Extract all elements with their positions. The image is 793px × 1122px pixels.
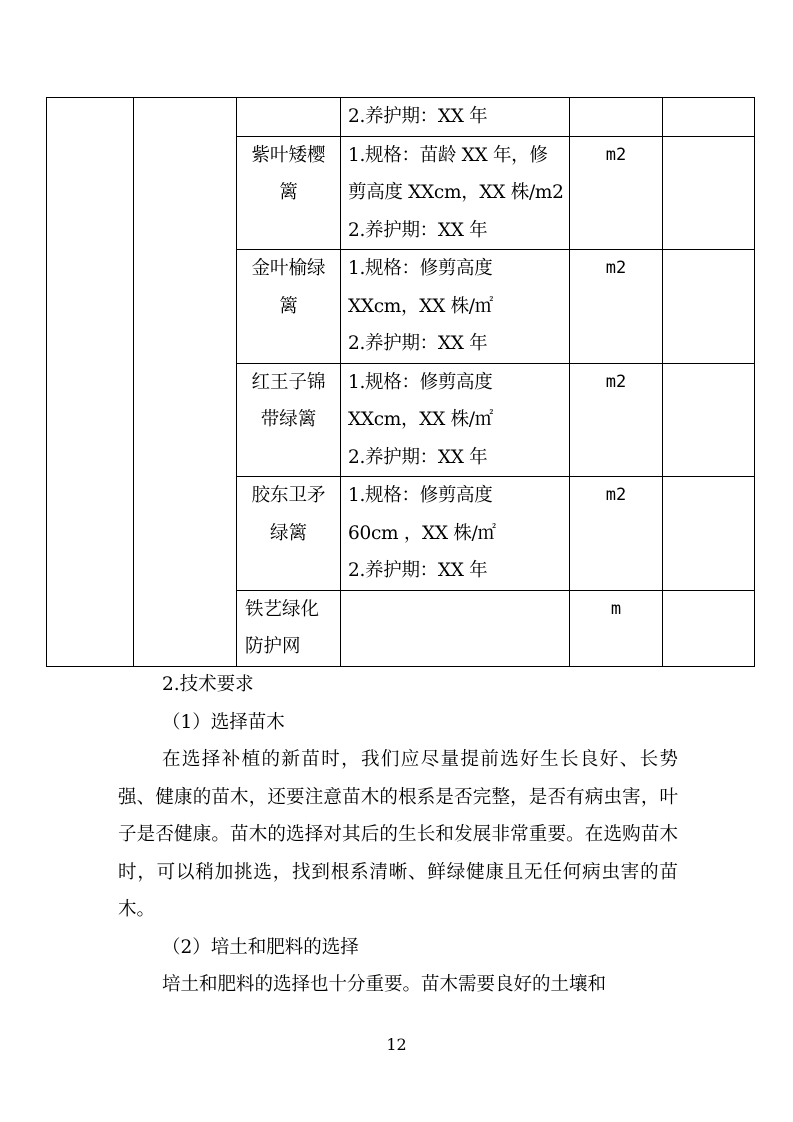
spec-line: XXcm，XX 株/㎡ (348, 409, 493, 430)
spec-line: 2.养护期：XX 年 (348, 219, 488, 241)
plant-spec-table (46, 97, 755, 667)
item-name-cell (237, 477, 341, 591)
item-spec-cell (341, 136, 570, 250)
unit-cell: m (570, 590, 663, 666)
item-name-cell (237, 98, 341, 137)
item-name-cell (237, 250, 341, 364)
item-name-line: 防护网 (245, 636, 301, 657)
item-spec-cell (341, 363, 570, 477)
item-name-line: 绿篱 (269, 522, 307, 544)
unit-cell (570, 98, 663, 137)
spec-line: 1.规格：修剪高度 (348, 371, 493, 393)
remark-cell (663, 250, 755, 364)
spec-line: 剪高度 XXcm，XX 株/m2 (348, 182, 564, 203)
spec-line: 2.养护期：XX 年 (348, 333, 488, 354)
unit-cell: m2 (570, 477, 663, 591)
section-heading: 2.技术要求 (162, 674, 254, 695)
subcategory-cell (134, 98, 237, 667)
spec-line: 1.规格：苗龄 XX 年，修 (348, 144, 548, 166)
spec-line: 1.规格：修剪高度 (348, 258, 493, 279)
item-name-line: 金叶榆绿 (251, 258, 326, 279)
table-row (47, 98, 755, 137)
item-spec-cell (341, 98, 570, 137)
paragraph: 在选择补植的新苗时，我们应尽量提前选好生长良好、长势强、健康的苗木，还要注意苗木的根系是否完整，是否有病虫害，叶子是否健康。苗木的选择对其后的生长和发展非常重要。在选购苗木时，可以稍加挑选，找到根系清晰、鲜绿健康且无任何病虫害的苗木。 (118, 749, 678, 920)
spec-line: 1.规格：修剪高度 (348, 485, 493, 506)
unit-cell: m2 (570, 250, 663, 364)
item-spec-cell (341, 250, 570, 364)
item-name-line: 篱 (279, 295, 298, 317)
item-name-line: 带绿篱 (260, 409, 317, 430)
subsection-heading: （2）培土和肥料的选择 (162, 936, 359, 958)
unit-cell: m2 (570, 136, 663, 250)
item-name-line: 红王子锦 (251, 371, 326, 393)
remark-cell (663, 477, 755, 591)
item-name-line: 铁艺绿化 (245, 598, 320, 620)
category-cell (47, 98, 134, 667)
item-name-cell (237, 136, 341, 250)
item-name-line: 篱 (279, 182, 298, 203)
spec-line: 2.养护期：XX 年 (348, 560, 488, 581)
page-number: 12 (386, 1035, 407, 1054)
remark-cell (663, 136, 755, 250)
item-spec-cell (341, 477, 570, 591)
spec-line: 2.养护期：XX 年 (348, 446, 488, 468)
item-name-line: 胶东卫矛 (251, 485, 326, 506)
item-name-line: 紫叶矮樱 (251, 144, 326, 166)
item-name-cell (237, 590, 341, 666)
remark-cell (663, 590, 755, 666)
remark-cell (663, 363, 755, 477)
subsection-heading: （1）选择苗木 (162, 711, 285, 733)
spec-line: XXcm，XX 株/㎡ (348, 295, 493, 317)
spec-line: 2.养护期：XX 年 (348, 106, 488, 127)
paragraph: 培土和肥料的选择也十分重要。苗木需要良好的土壤和 (162, 974, 607, 995)
unit-cell: m2 (570, 363, 663, 477)
remark-cell (663, 98, 755, 137)
item-name-cell (237, 363, 341, 477)
spec-line: 60cm ，XX 株/㎡ (348, 522, 496, 544)
body-text (118, 666, 678, 1004)
item-spec-cell (341, 590, 570, 666)
